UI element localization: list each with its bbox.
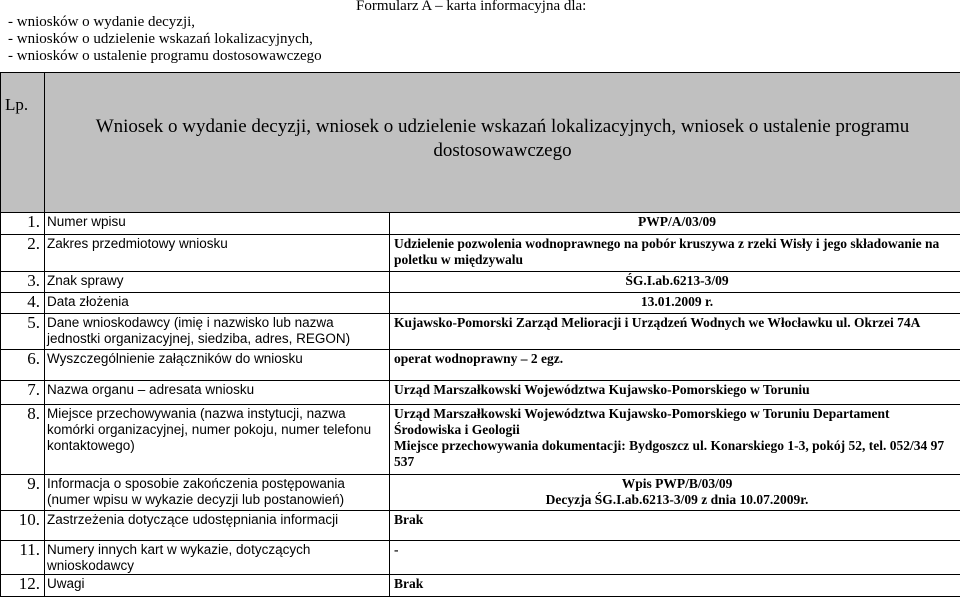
row-label: Miejsce przechowywania (nazwa instytucji, nazwa komórki organizacyjnej, numer pokoju, numer telefonu kontaktowego): [45, 405, 390, 475]
table-title: Wniosek o wydanie decyzji, wniosek o udzielenie wskazań lokalizacyjnych, wniosek o ustalenie programu dostosowawczego: [45, 73, 960, 213]
row-value: Brak: [390, 511, 960, 541]
table-row: [1, 575, 960, 597]
table-row: [1, 213, 960, 235]
row-value: Kujawsko-Pomorski Zarząd Melioracji i Urządzeń Wodnych we Włocławku ul. Okrzei 74A: [390, 314, 960, 350]
row-number: 8.: [1, 405, 45, 475]
table-row: [1, 381, 960, 405]
row-number: 9.: [1, 475, 45, 511]
row-number: 1.: [1, 213, 45, 235]
table-row: [1, 475, 960, 511]
row-value: [390, 475, 960, 511]
storage-location: Urząd Marszałkowski Województwa Kujawsko-Pomorskiego w Toruniu Departament Środowiska i Geologii: [394, 406, 960, 438]
row-value: operat wodnoprawny – 2 egz.: [390, 350, 960, 381]
decision-number: Decyzja ŚG.I.ab.6213-3/09 z dnia 10.07.2009r.: [394, 492, 960, 508]
row-value: -: [390, 541, 960, 575]
table-row: [1, 272, 960, 293]
documentation-location: Miejsce przechowywania dokumentacji: Bydgoszcz ul. Konarskiego 1-3, pokój 52, tel. 052/34 97 537: [394, 438, 960, 470]
row-value: PWP/A/03/09: [390, 213, 960, 235]
row-label: Numer wpisu: [45, 213, 390, 235]
row-value: Udzielenie pozwolenia wodnoprawnego na pobór kruszywa z rzeki Wisły i jego składowanie na poletku w międzywalu: [390, 235, 960, 272]
table-row: [1, 511, 960, 541]
form-header: [0, 0, 960, 72]
list-item: - wniosków o wydanie decyzji,: [8, 14, 322, 31]
row-label: Zakres przedmiotowy wniosku: [45, 235, 390, 272]
row-number: 12.: [1, 575, 45, 597]
row-value: Urząd Marszałkowski Województwa Kujawsko-Pomorskiego w Toruniu: [390, 381, 960, 405]
row-value: Brak: [390, 575, 960, 597]
row-number: 4.: [1, 293, 45, 314]
row-label: Data złożenia: [45, 293, 390, 314]
form-type-list: [8, 14, 322, 65]
row-label: Informacja o sposobie zakończenia postępowania (numer wpisu w wykazie decyzji lub postanowień): [45, 475, 390, 511]
row-label: Wyszczególnienie załączników do wniosku: [45, 350, 390, 381]
list-item: - wniosków o ustalenie programu dostosowawczego: [8, 48, 322, 65]
row-value: 13.01.2009 r.: [390, 293, 960, 314]
row-number: 2.: [1, 235, 45, 272]
table-row: [1, 405, 960, 475]
list-item: - wniosków o udzielenie wskazań lokalizacyjnych,: [8, 31, 322, 48]
table-row: [1, 314, 960, 350]
row-label: Numery innych kart w wykazie, dotyczących wnioskodawcy: [45, 541, 390, 575]
row-label: Dane wnioskodawcy (imię i nazwisko lub nazwa jednostki organizacyjnej, siedziba, adres, REGON): [45, 314, 390, 350]
row-number: 6.: [1, 350, 45, 381]
row-number: 7.: [1, 381, 45, 405]
table-row: [1, 235, 960, 272]
row-label: Uwagi: [45, 575, 390, 597]
table-row: [1, 350, 960, 381]
info-card-table: [0, 72, 960, 597]
table-row: [1, 293, 960, 314]
row-value: [390, 405, 960, 475]
lp-header: Lp.: [1, 73, 45, 213]
row-number: 5.: [1, 314, 45, 350]
row-number: 11.: [1, 541, 45, 575]
row-label: Nazwa organu – adresata wniosku: [45, 381, 390, 405]
row-value: ŚG.I.ab.6213-3/09: [390, 272, 960, 293]
row-label: Zastrzeżenia dotyczące udostępniania informacji: [45, 511, 390, 541]
entry-number: Wpis PWP/B/03/09: [394, 476, 960, 492]
table-row: [1, 541, 960, 575]
form-title: Formularz A – karta informacyjna dla:: [356, 0, 586, 15]
table-header-row: [1, 73, 960, 213]
row-label: Znak sprawy: [45, 272, 390, 293]
row-number: 10.: [1, 511, 45, 541]
row-number: 3.: [1, 272, 45, 293]
